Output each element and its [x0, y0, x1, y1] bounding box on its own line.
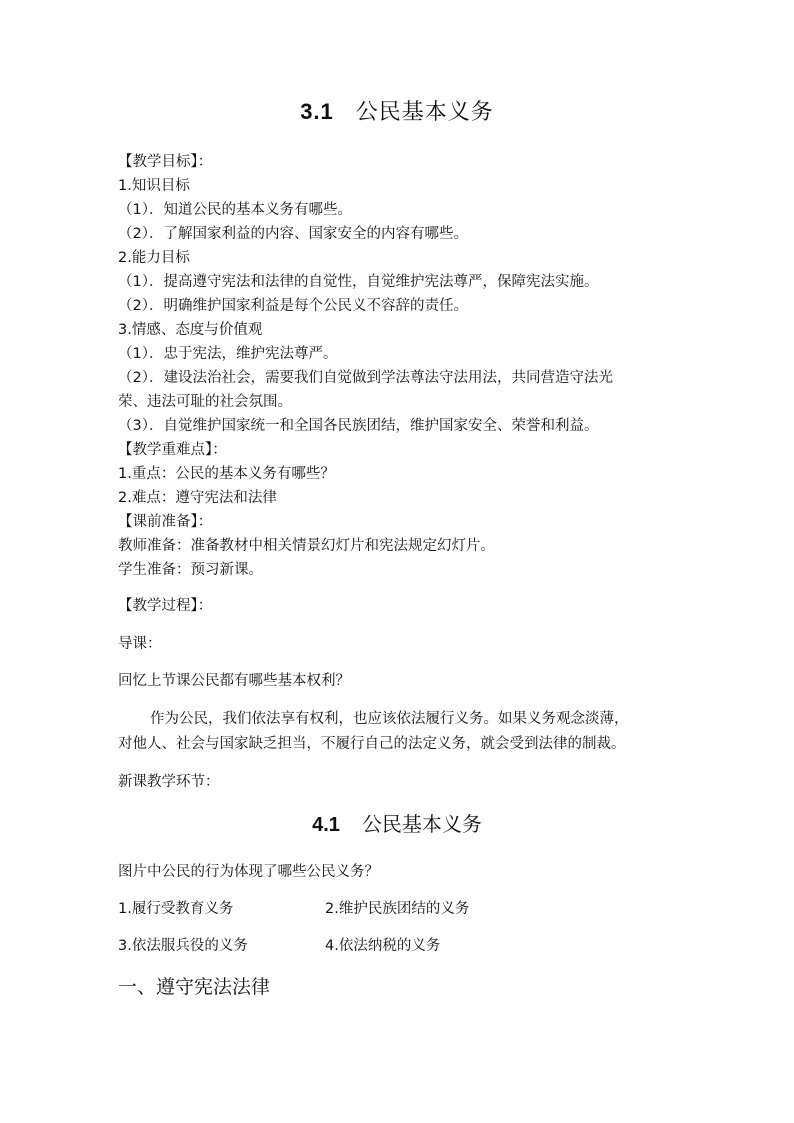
ability-title: 2.能力目标 [118, 250, 190, 266]
heading-obey-constitution: 一、遵守宪法法律 [118, 976, 271, 998]
key-point-2: 2.难点：遵守宪法和法律 [118, 490, 277, 506]
emotion-item-3: （3）．自觉维护国家统一和全国各民族团结，维护国家安全、荣誉和利益。 [118, 418, 599, 434]
knowledge-item-2: （2）．了解国家利益的内容、国家安全的内容有哪些。 [118, 226, 468, 242]
review-question: 回忆上节课公民都有哪些基本权利？ [118, 673, 350, 689]
title-text: 公民基本义务 [355, 100, 494, 125]
emotion-title: 3.情感、态度与价值观 [118, 322, 263, 338]
paragraph-line-1: 作为公民，我们依法享有权利，也应该依法履行义务。如果义务观念淡薄， [150, 711, 629, 727]
objectives-header: 【教学目标】： [118, 154, 213, 170]
ability-item-2: （2）．明确维护国家利益是每个公民义不容辞的责任。 [118, 298, 468, 314]
paragraph-line-2: 对他人、社会与国家缺乏担当，不履行自己的法定义务，就会受到法律的制裁。 [118, 736, 626, 752]
emotion-item-2b: 荣、违法可耻的社会氛围。 [118, 394, 292, 410]
knowledge-title: 1.知识目标 [118, 178, 190, 194]
intro-label: 导课： [118, 636, 162, 652]
knowledge-item-1: （1）．知道公民的基本义务有哪些。 [118, 202, 352, 218]
teacher-preparation: 教师准备：准备教材中相关情景幻灯片和宪法规定幻灯片。 [118, 538, 495, 554]
key-points-header: 【教学重难点】： [118, 442, 227, 458]
new-lesson-label: 新课教学环节： [118, 774, 220, 790]
preparation-header: 【课前准备】： [118, 514, 213, 530]
duty-item-4: 4.依法纳税的义务 [325, 938, 441, 954]
document-title [0, 95, 794, 126]
duty-item-2: 2.维护民族团结的义务 [325, 901, 470, 917]
key-point-1: 1.重点：公民的基本义务有哪些？ [118, 466, 335, 482]
section-question: 图片中公民的行为体现了哪些公民义务？ [118, 864, 379, 880]
process-header: 【教学过程】： [118, 598, 213, 614]
section-title [0, 808, 794, 837]
ability-item-1: （1）．提高遵守宪法和法律的自觉性，自觉维护宪法尊严，保障宪法实施。 [118, 274, 599, 290]
duty-item-3: 3.依法服兵役的义务 [118, 938, 248, 954]
section-number: 4.1 [312, 814, 340, 836]
title-number: 3.1 [300, 99, 334, 124]
emotion-item-1: （1）．忠于宪法，维护宪法尊严。 [118, 346, 338, 362]
emotion-item-2a: （2）．建设法治社会，需要我们自觉做到学法尊法守法用法，共同营造守法光 [118, 370, 613, 386]
duty-item-1: 1.履行受教育义务 [118, 901, 234, 917]
student-preparation: 学生准备：预习新课。 [118, 562, 263, 578]
section-title-text: 公民基本义务 [361, 812, 482, 836]
